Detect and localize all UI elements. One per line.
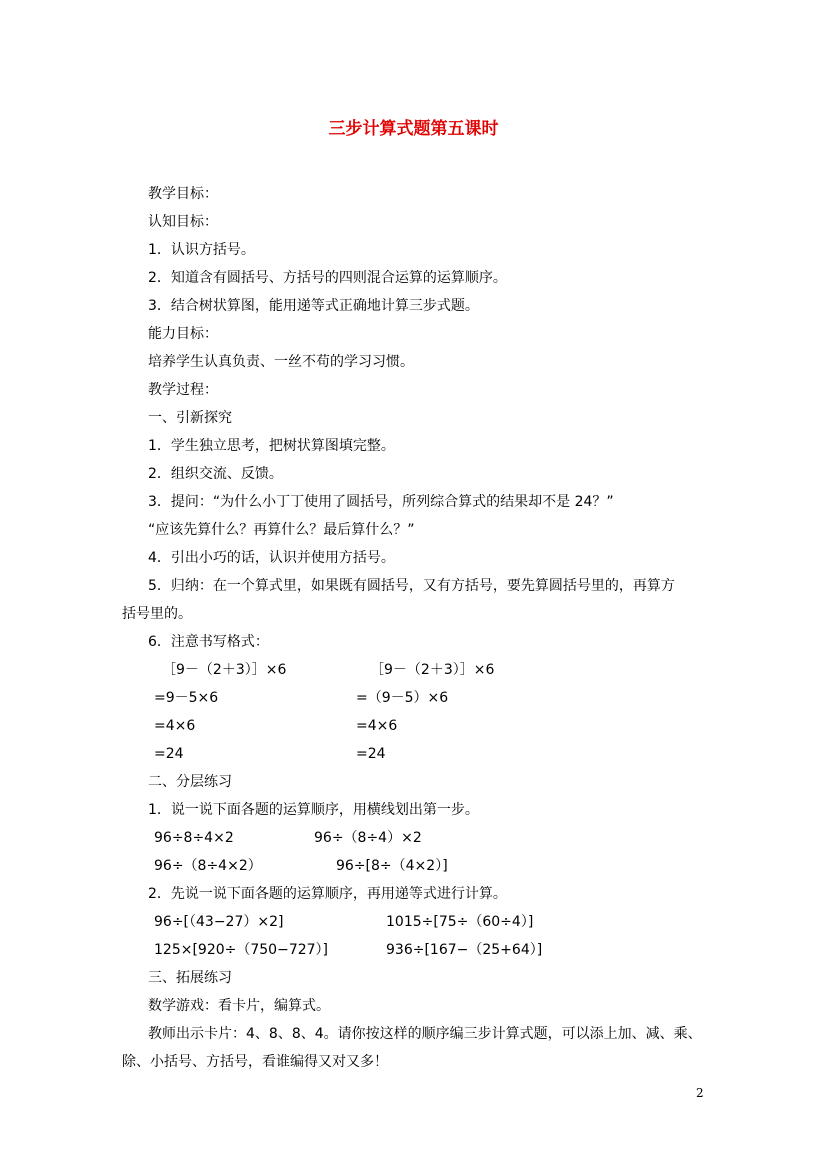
text-line: 6．注意书写格式： xyxy=(148,634,269,650)
text-line: 1．认识方括号。 xyxy=(148,242,255,258)
formula-right: =4×6 xyxy=(356,718,398,734)
text-line: 4．引出小巧的话，认识并使用方括号。 xyxy=(148,550,395,566)
exercise-row xyxy=(148,936,708,964)
text-line: 2．知道含有圆括号、方括号的四则混合运算的运算顺序。 xyxy=(148,270,507,286)
document-body xyxy=(122,180,708,1076)
page-number: 2 xyxy=(696,1086,704,1100)
text-line: 3．提问：“为什么小丁丁使用了圆括号，所列综合算式的结果却不是 24？” xyxy=(148,494,614,510)
exercise-left: 96÷8÷4×2 xyxy=(154,830,234,846)
text-line: 除、小括号、方括号，看谁编得又对又多！ xyxy=(122,1054,388,1070)
document-title: 三步计算式题第五课时 xyxy=(328,119,499,139)
format-row xyxy=(148,740,708,768)
exercise-left: 96÷（8÷4×2） xyxy=(154,858,262,874)
exercise-left: 125×[920÷（750−727）] xyxy=(154,942,329,958)
formula-left: =9－5×6 xyxy=(154,690,219,706)
exercise-right: 96÷[8÷（4×2）] xyxy=(336,858,448,874)
text-line: 1．学生独立思考，把树状算图填完整。 xyxy=(148,438,395,454)
exercise-right: 1015÷[75÷（60÷4）] xyxy=(386,914,534,930)
formula-left: =4×6 xyxy=(154,718,196,734)
text-line: 2．组织交流、反馈。 xyxy=(148,466,283,482)
text-line: 教师出示卡片：4、8、8、4。请你按这样的顺序编三步计算式题，可以添上加、减、乘、 xyxy=(148,1026,702,1042)
text-line: 数学游戏：看卡片，编算式。 xyxy=(148,998,330,1014)
format-row xyxy=(148,684,708,712)
text-line: 能力目标： xyxy=(148,326,218,342)
text-line: 1．说一说下面各题的运算顺序，用横线划出第一步。 xyxy=(148,802,479,818)
text-line: 二、分层练习 xyxy=(148,774,232,790)
text-line: 认知目标： xyxy=(148,214,218,230)
text-line: 5．归纳：在一个算式里，如果既有圆括号，又有方括号，要先算圆括号里的，再算方 xyxy=(148,578,675,594)
exercise-row xyxy=(148,852,708,880)
exercise-right: 96÷（8÷4）×2 xyxy=(314,830,422,846)
text-line: 3．结合树状算图，能用递等式正确地计算三步式题。 xyxy=(148,298,479,314)
format-row xyxy=(148,712,708,740)
exercise-right: 936÷[167−（25+64）] xyxy=(386,942,543,958)
formula-left: ［9－（2＋3）］×6 xyxy=(162,662,287,678)
format-row xyxy=(148,656,708,684)
text-line: 一、引新探究 xyxy=(148,410,232,426)
formula-left: =24 xyxy=(154,746,184,762)
exercise-row xyxy=(148,908,708,936)
text-line: 2．先说一说下面各题的运算顺序，再用递等式进行计算。 xyxy=(148,886,507,902)
exercise-left: 96÷[（43−27）×2] xyxy=(154,914,284,930)
text-line: “应该先算什么？再算什么？最后算什么？” xyxy=(148,522,415,538)
formula-right: ［9－（2＋3）］×6 xyxy=(370,662,495,678)
formula-right: =24 xyxy=(356,746,386,762)
exercise-row xyxy=(148,824,708,852)
formula-right: =（9－5）×6 xyxy=(356,690,449,706)
text-line: 括号里的。 xyxy=(122,606,192,622)
text-line: 教学过程： xyxy=(148,382,218,398)
text-line: 三、拓展练习 xyxy=(148,970,232,986)
text-line: 教学目标： xyxy=(148,186,218,202)
text-line: 培养学生认真负责、一丝不苟的学习习惯。 xyxy=(148,354,414,370)
